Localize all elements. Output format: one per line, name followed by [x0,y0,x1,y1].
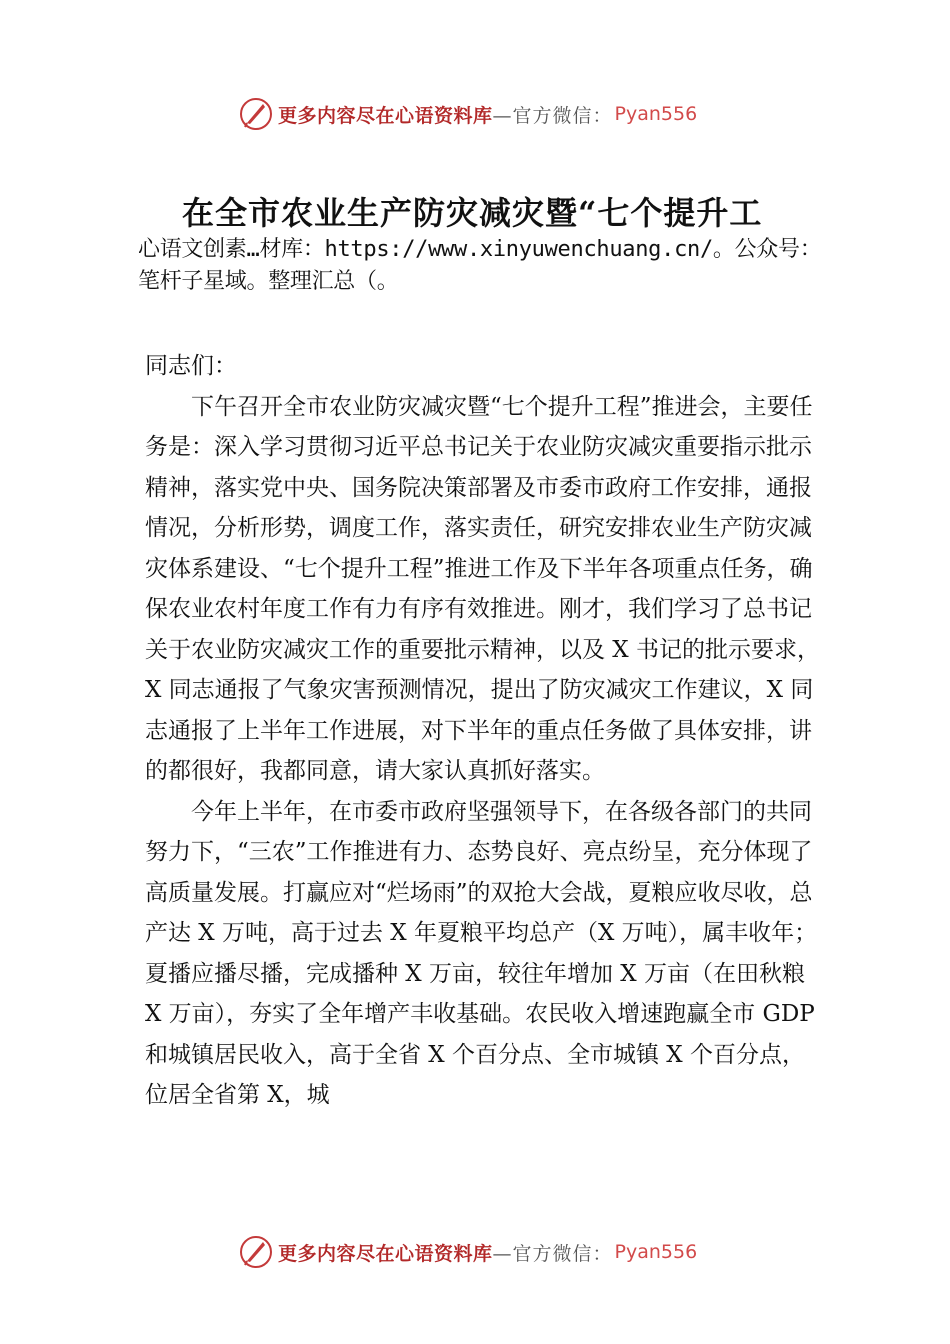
header-banner [238,94,697,134]
banner-wechat-id: Pyan556 [614,1241,698,1263]
body-paragraph-2: 今年上半年，在市委市政府坚强领导下，在各级各部门的共同努力下，“三农”工作推进有力、态势良好、亮点纷呈，充分体现了高质量发展。打赢应对“烂场雨”的双抢大会战，夏粮应收尽收，总产达 X 万吨，高于过去 X 年夏粮平均总产（X 万吨），属丰收年；夏播应播尽播，完成播种 X 万亩，较往年增加 X 万亩（在田秋粮 X 万亩），夯实了全年增产丰收基础。农民收入增速跑赢全市 GDP 和城镇居民收入，高于全省 X 个百分点、全市城镇 X 个百分点，位居全省第 X，城 [145,798,818,1108]
body-paragraph-1: 下午召开全市农业防灾减灾暨“七个提升工程”推进会，主要任务是：深入学习贯彻习近平总书记关于农业防灾减灾重要指示批示精神，落实党中央、国务院决策部署及市委市政府工作安排，通报情况，分析形势，调度工作，落实责任，研究安排农业生产防灾减灾体系建设、“七个提升工程”推进工作及下半年各项重点任务，确保农业农村年度工作有力有序有效推进。刚才，我们学习了总书记关于农业防灾减灾工作的重要批示精神，以及 X 书记的批示要求，X 同志通报了气象灾害预测情况，提出了防灾减灾工作建议，X 同志通报了上半年工作进展，对下半年的重点任务做了具体安排，讲的都很好，我都同意，请大家认真抓好落实。 [145,393,820,784]
document-body [145,346,825,1116]
salutation: 同志们： [145,353,237,379]
banner-main-text: 更多内容尽在心语资料库 [278,1242,493,1265]
document-title: 在全市农业生产防灾减灾暨“七个提升工 [182,194,763,232]
footer-banner [238,1232,697,1272]
banner-main-text: 更多内容尽在心语资料库 [278,104,493,127]
banner-wechat-id: Pyan556 [614,103,698,125]
banner-sub-text: —官方微信： [492,104,613,127]
source-note: 心语文创素…材库：https://www.xinyuwenchuang.cn/。公众号：笔杆子星域。整理汇总（。 [138,237,822,294]
quill-pen-logo-icon [238,1234,274,1270]
banner-sub-text: —官方微信： [492,1242,613,1265]
quill-pen-logo-icon [238,96,274,132]
